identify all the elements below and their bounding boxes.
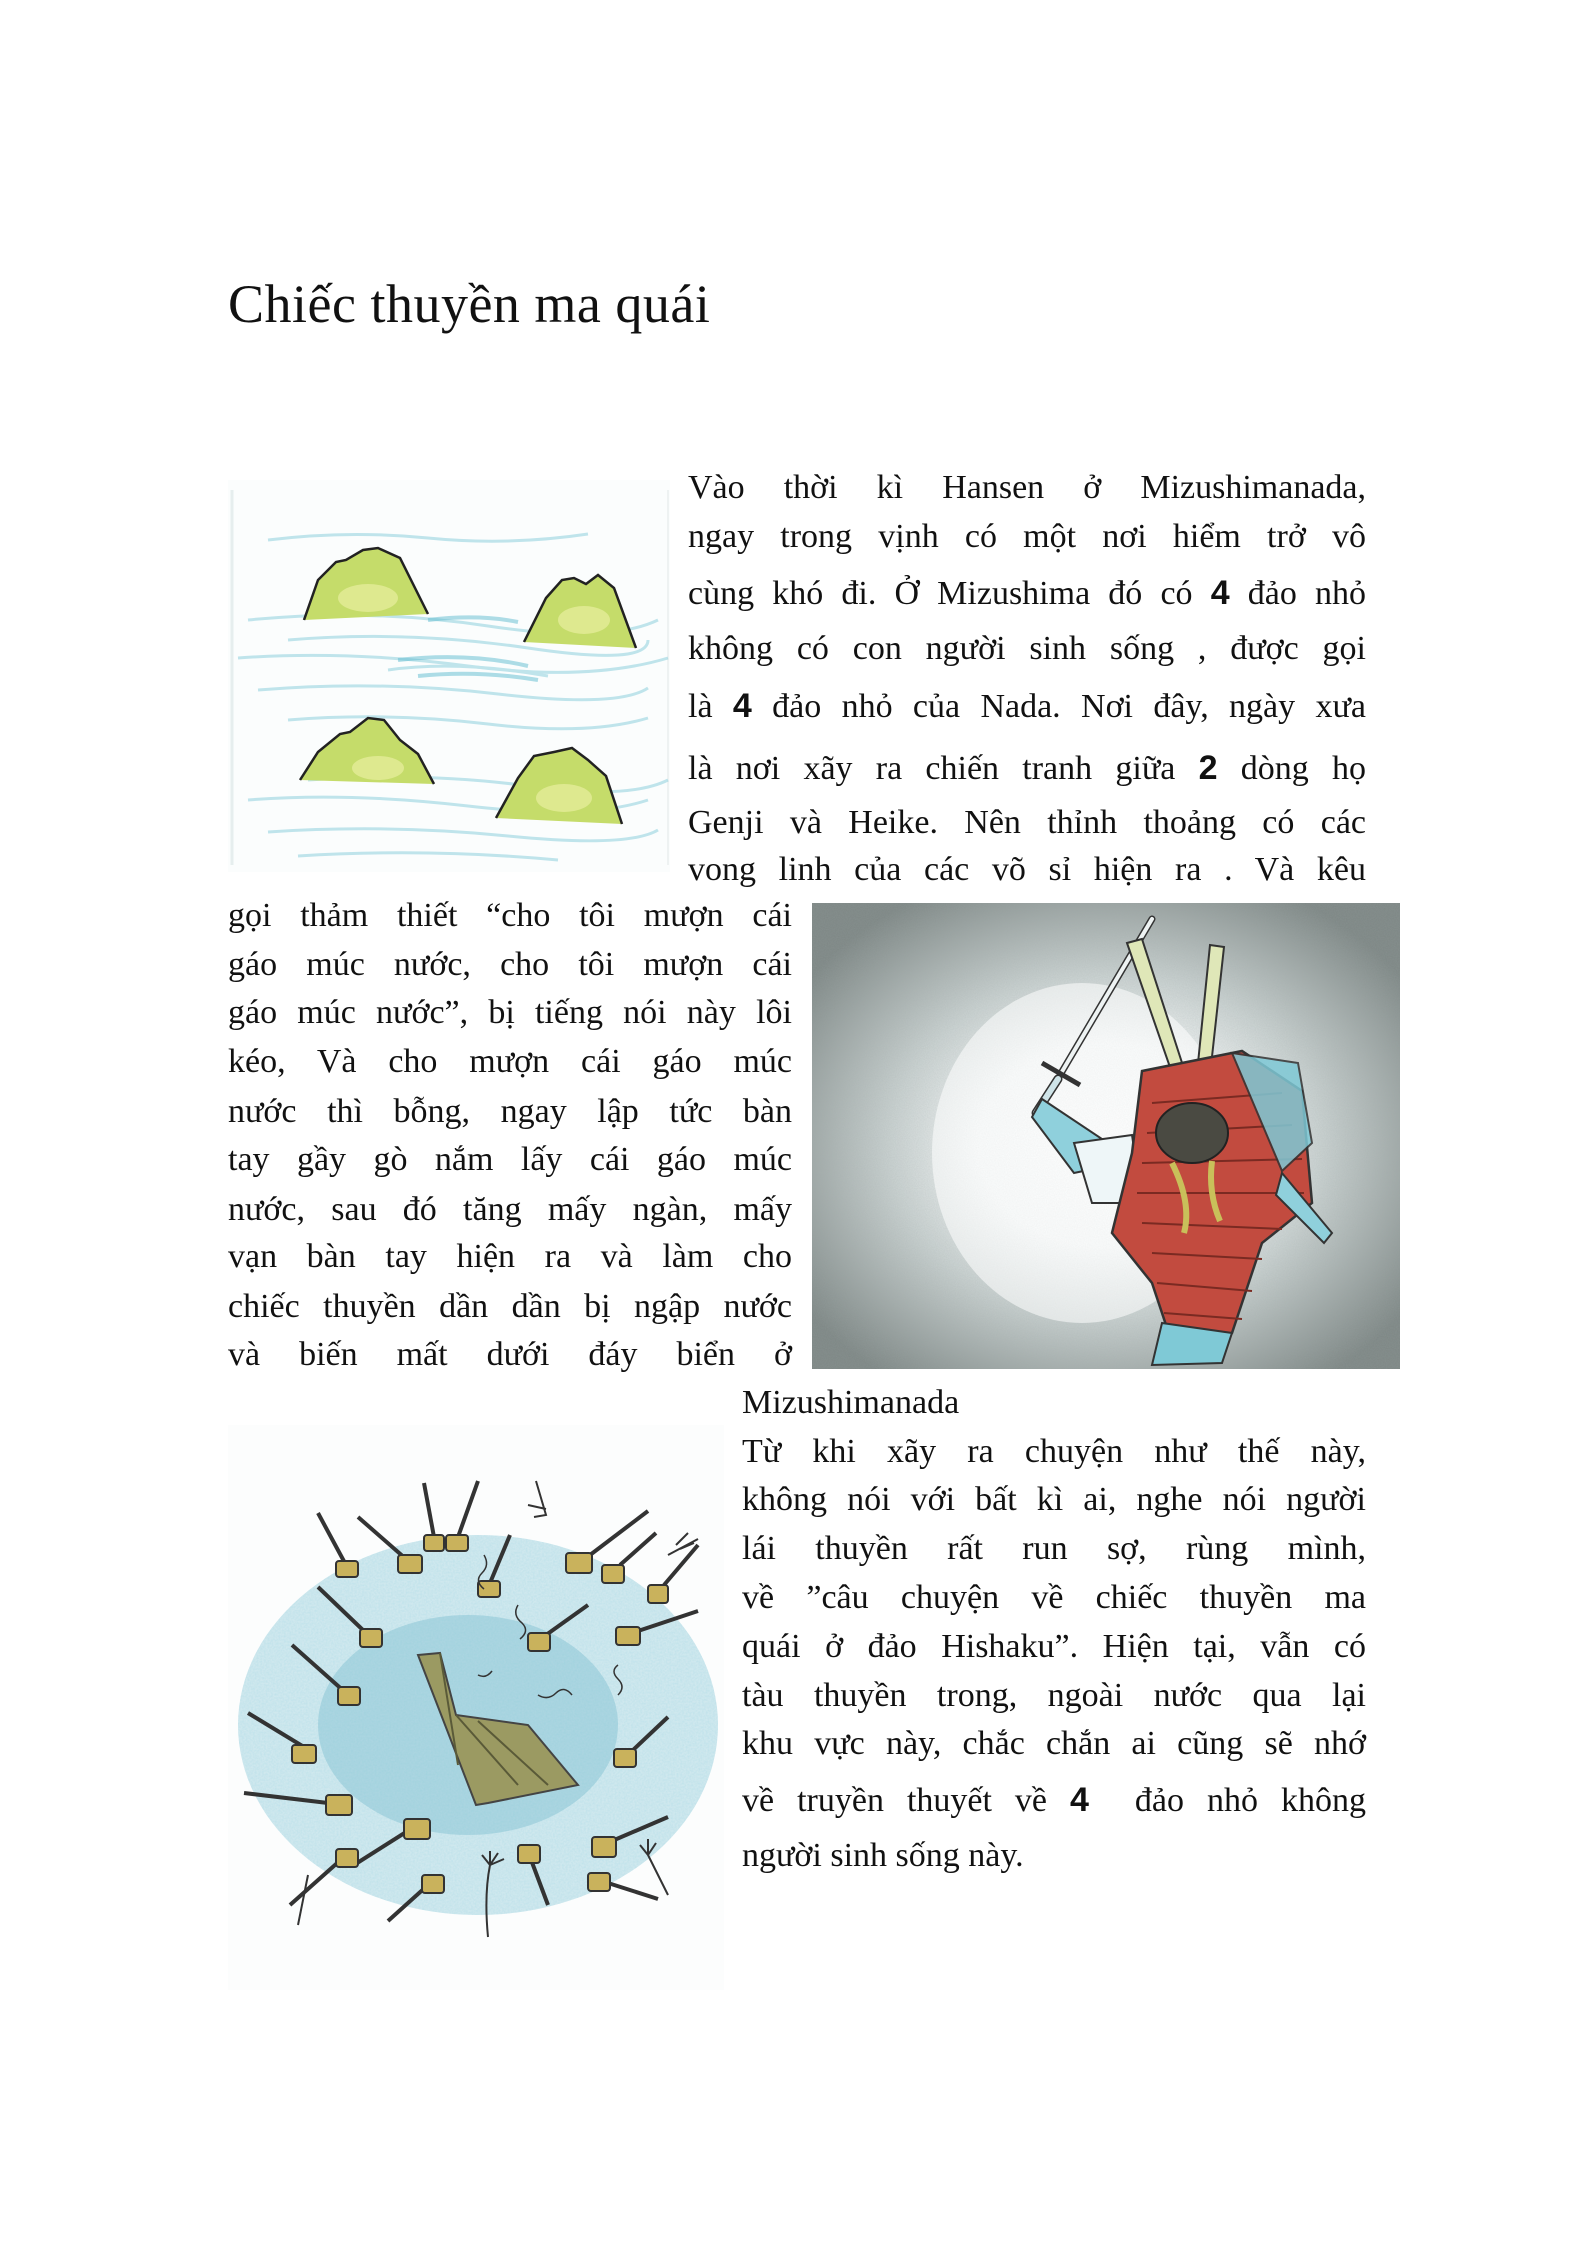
text-line: vạn bàn tay hiện ra và làm cho	[228, 1238, 792, 1275]
text-line: gáo múc nước, cho tôi mượn cái	[228, 946, 792, 983]
text-line	[688, 571, 1366, 615]
text-line: lái thuyền rất run sợ, rùng mình,	[742, 1530, 1366, 1567]
text-line: không nói với bất kì ai, nghe nói người	[742, 1481, 1366, 1518]
text-line-part: là	[688, 688, 733, 725]
text-line: vong linh của các võ sỉ hiện ra . Và kêu	[688, 851, 1366, 888]
text-line: và biến mất dưới đáy biển ở	[228, 1336, 792, 1373]
illustration-samurai-ghost	[812, 903, 1400, 1369]
text-line	[688, 746, 1366, 790]
text-line: tay gầy gò nắm lấy cái gáo múc	[228, 1141, 792, 1178]
page-title: Chiếc thuyền ma quái	[228, 274, 711, 334]
text-line: gọi thảm thiết “cho tôi mượn cái	[228, 897, 792, 934]
text-line: chiếc thuyền dần dần bị ngập nước	[228, 1288, 792, 1325]
text-line: người sinh sống này.	[742, 1837, 1024, 1874]
text-line-part: là nơi xãy ra chiến tranh giữa	[688, 750, 1199, 787]
number-four: 4	[1210, 574, 1230, 612]
text-line: tàu thuyền trong, ngoài nước qua lại	[742, 1677, 1366, 1714]
number-two: 2	[1198, 749, 1218, 787]
text-line-part: đảo nhỏ không	[1088, 1782, 1367, 1819]
illustration-sinking-boat	[228, 1425, 724, 1990]
number-four: 4	[732, 687, 752, 725]
text-line: kéo, Và cho mượn cái gáo múc	[228, 1043, 792, 1080]
text-line: Mizushimanada	[742, 1384, 960, 1421]
text-line-part: đảo nhỏ	[1229, 575, 1366, 612]
text-line	[688, 684, 1366, 728]
text-line-part: về truyền thuyết về	[742, 1782, 1071, 1819]
text-line: Vào thời kì Hansen ở Mizushimanada,	[688, 469, 1366, 506]
islands-drawing	[228, 480, 670, 872]
text-line: Genji và Heike. Nên thỉnh thoảng có các	[688, 804, 1366, 841]
sinking-boat-drawing	[228, 1425, 724, 1990]
text-line: quái ở đảo Hishaku”. Hiện tại, vẫn có	[742, 1628, 1366, 1665]
text-line-part: cùng khó đi. Ở Mizushima đó có	[688, 575, 1211, 612]
samurai-drawing	[812, 903, 1400, 1369]
text-line: khu vực này, chắc chắn ai cũng sẽ nhớ	[742, 1725, 1366, 1762]
text-line: ngay trong vịnh có một nơi hiểm trở vô	[688, 518, 1366, 555]
text-line: nước, sau đó tăng mấy ngàn, mấy	[228, 1191, 792, 1228]
text-line-part: dòng họ	[1217, 750, 1367, 787]
text-line-part: đảo nhỏ của Nada. Nơi đây, ngày xưa	[751, 688, 1367, 725]
text-line: về ”câu chuyện về chiếc thuyền ma	[742, 1579, 1366, 1616]
text-line: không có con người sinh sống , được gọi	[688, 630, 1366, 667]
text-line: Từ khi xãy ra chuyện như thế này,	[742, 1433, 1366, 1470]
text-line: gáo múc nước”, bị tiếng nói này lôi	[228, 994, 792, 1031]
number-four: 4	[1070, 1781, 1089, 1819]
text-line: nước thì bỗng, ngay lập tức bàn	[228, 1093, 792, 1130]
text-line	[742, 1778, 1366, 1822]
illustration-four-islands	[228, 480, 670, 872]
